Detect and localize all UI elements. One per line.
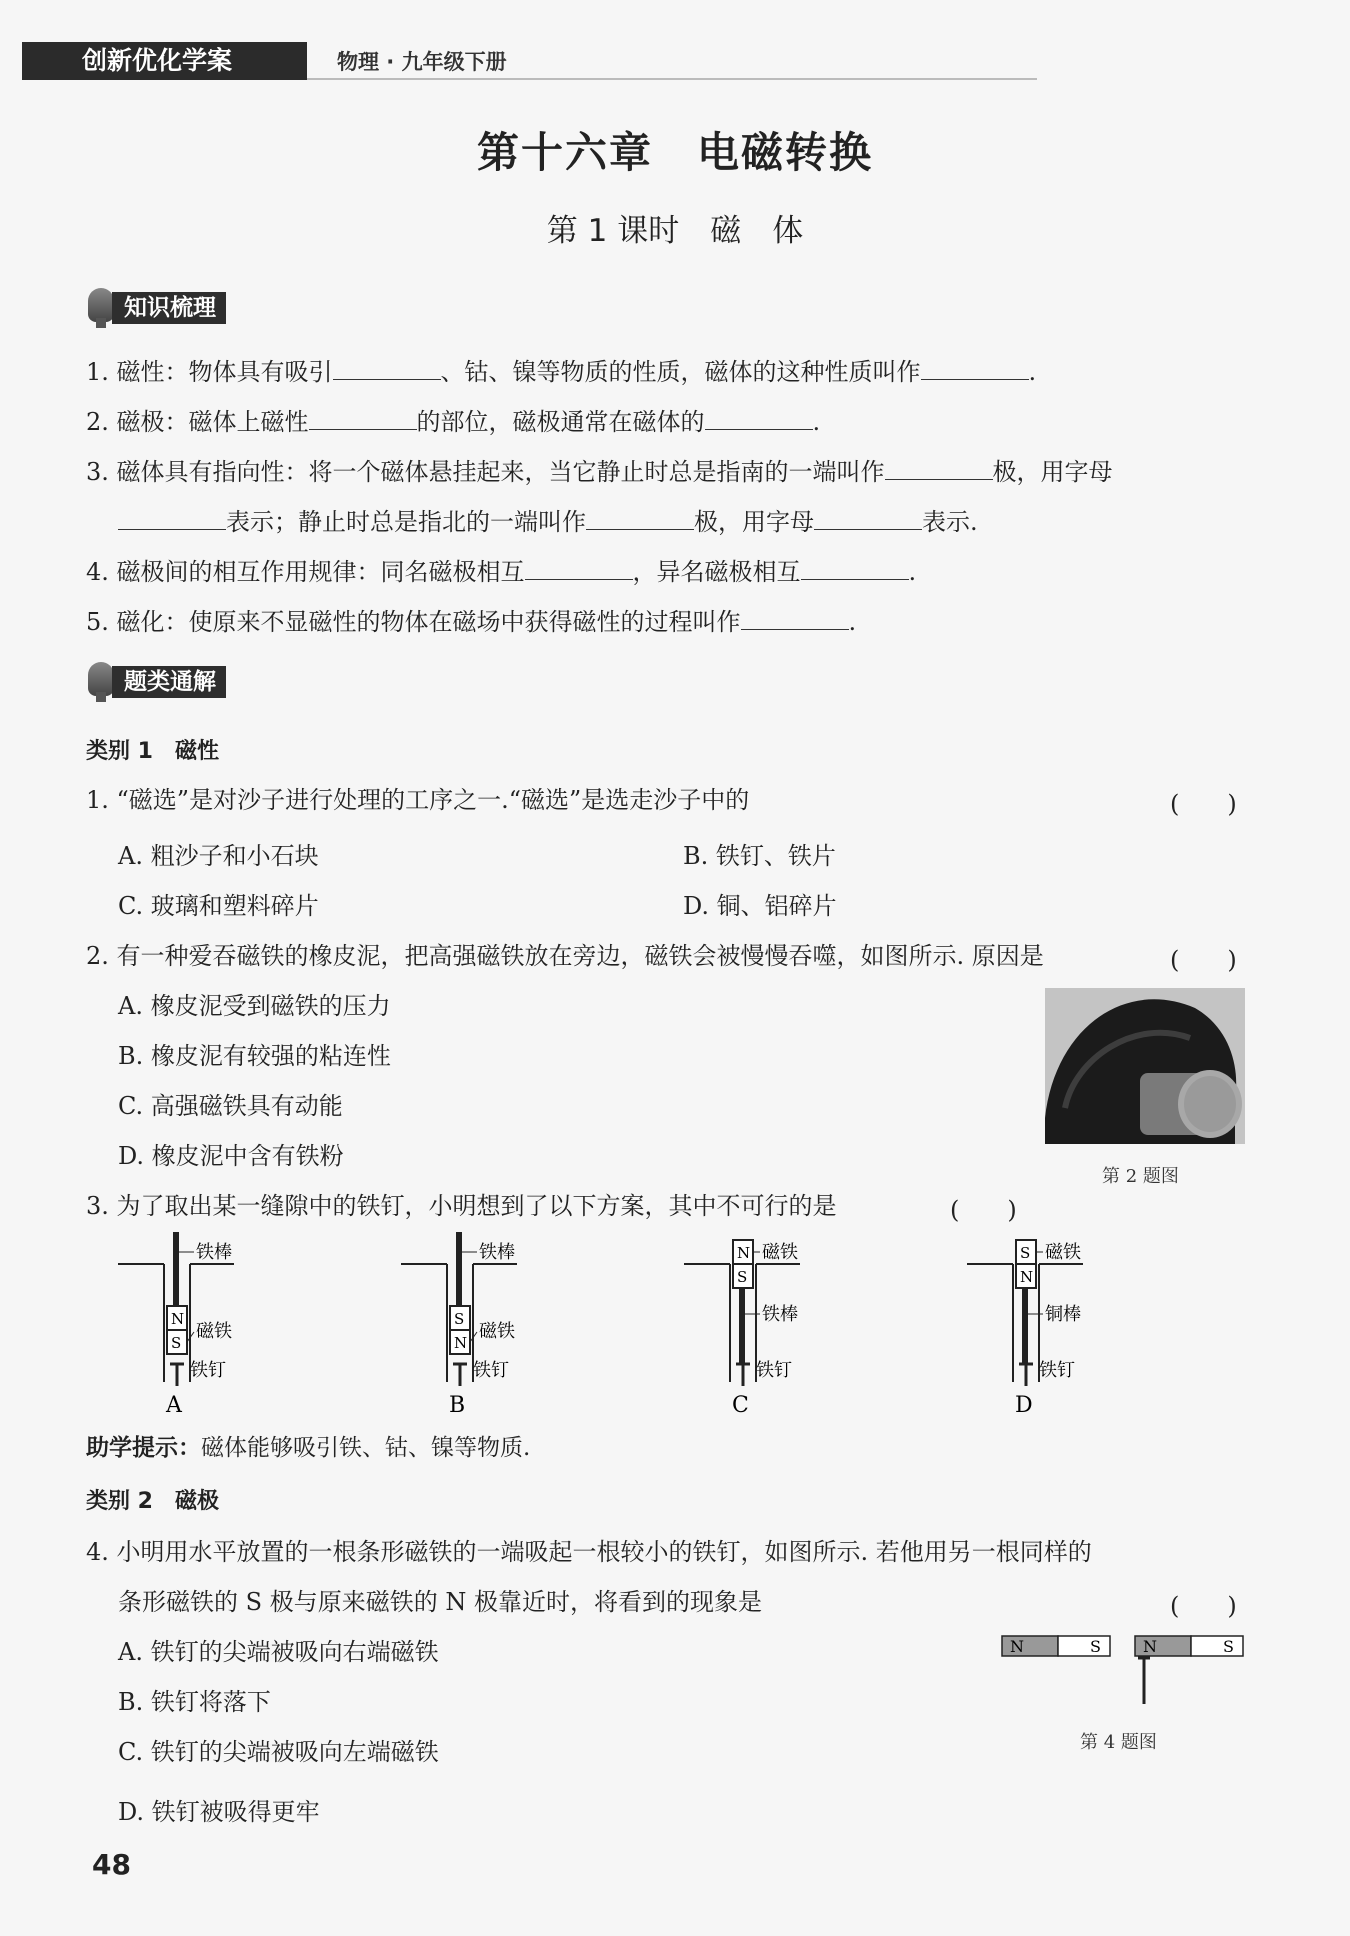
answer-blank[interactable] [801,557,909,580]
study-hint [86,1432,530,1464]
question-4-stem: 4. 小明用水平放置的一根条形磁铁的一端吸起一根较小的铁钉，如图所示. 若他用另一根同样的 [86,1538,1092,1566]
chapter-title: 第十六章 电磁转换 [476,128,873,177]
option-letter: D [1015,1393,1033,1418]
rod-label: 铁棒 [479,1242,515,1263]
option-letter: C [732,1393,749,1418]
section-label: 题类通解 [112,666,226,698]
pole-label: N [737,1244,751,1262]
option-c[interactable]: C. 高强磁铁具有动能 [118,1092,343,1120]
text: 1. 磁性：物体具有吸引 [86,358,333,386]
answer-blank[interactable] [885,457,993,480]
text: . [1028,358,1037,386]
pole-label: S [1090,1637,1101,1656]
diagram-option-a[interactable] [110,1230,300,1420]
bar-magnets-diagram [1000,1634,1250,1714]
text: 5. 磁化：使原来不显磁性的物体在磁场中获得磁性的过程叫作 [86,608,741,636]
nail-label: 铁钉 [473,1360,509,1381]
brand-label: 创新优化学案 [22,42,307,80]
text: . [848,608,857,636]
option-a[interactable]: A. 粗沙子和小石块 [118,842,319,870]
text: 表示；静止时总是指北的一端叫作 [226,508,586,536]
option-b[interactable]: B. 橡皮泥有较强的粘连性 [118,1042,391,1070]
question-2-stem: 2. 有一种爱吞磁铁的橡皮泥，把高强磁铁放在旁边，磁铁会被慢慢吞噬，如图所示. 原因是 [86,942,1044,970]
nail-label: 铁钉 [190,1360,226,1381]
answer-blank[interactable] [921,357,1029,380]
answer-blank[interactable] [525,557,633,580]
pole-label: S [171,1334,182,1352]
option-letter: B [449,1393,466,1418]
answer-blank[interactable] [705,407,813,430]
figure-caption: 第 4 题图 [1080,1732,1157,1753]
text: 4. 磁极间的相互作用规律：同名磁极相互 [86,558,525,586]
lightbulb-icon [88,662,114,696]
answer-blank[interactable] [586,507,694,530]
text: . [908,558,917,586]
text: ，异名磁极相互 [632,558,801,586]
rod-label: 铁棒 [762,1304,798,1325]
answer-bracket[interactable]: ( ) [1170,1592,1237,1620]
section-label: 知识梳理 [112,292,226,324]
diagram-option-b[interactable] [393,1230,583,1420]
knowledge-item-3-cont [118,506,978,538]
category-heading: 类别 2 磁极 [86,1489,219,1514]
lightbulb-icon [88,288,114,322]
pole-label: S [1020,1244,1031,1262]
option-a[interactable]: A. 铁钉的尖端被吸向右端磁铁 [118,1638,439,1666]
text: 2. 磁极：磁体上磁性 [86,408,309,436]
pole-label: N [1020,1268,1034,1286]
header-rule [307,78,1037,80]
text: 极，用字母 [992,458,1113,486]
answer-bracket[interactable]: ( ) [1170,946,1237,974]
text: 、钴、镍等物质的性质，磁体的这种性质叫作 [440,358,921,386]
answer-blank[interactable] [814,507,922,530]
magnet-label: 磁铁 [196,1321,232,1342]
lesson-title: 第 1 课时 磁 体 [546,213,804,249]
pole-label: N [171,1310,185,1328]
knowledge-item-1 [86,356,1036,388]
pole-label: S [737,1268,748,1286]
page-header [22,42,1022,80]
rod-label: 铜棒 [1045,1304,1081,1325]
option-d[interactable]: D. 铁钉被吸得更牢 [118,1798,320,1826]
magnet-label: 磁铁 [479,1321,515,1342]
nail-label: 铁钉 [1039,1360,1075,1381]
knowledge-item-2 [86,406,820,438]
diagram-option-d[interactable] [959,1230,1149,1420]
question-4-stem-cont: 条形磁铁的 S 极与原来磁铁的 N 极靠近时，将看到的现象是 [118,1588,762,1616]
magnet-label: 磁铁 [1045,1242,1081,1263]
option-letter: A [166,1393,182,1418]
answer-bracket[interactable]: ( ) [1170,790,1237,818]
page-number: 48 [92,1848,131,1881]
category-heading: 类别 1 磁性 [86,739,219,764]
answer-bracket[interactable]: ( ) [950,1196,1017,1224]
answer-blank[interactable] [118,507,226,530]
putty-magnet-photo [1045,988,1245,1144]
knowledge-item-4 [86,556,916,588]
hint-label: 助学提示： [86,1435,201,1461]
knowledge-item-5 [86,606,856,638]
subject-label: 物理 · 九年级下册 [337,50,507,74]
pole-label: N [1010,1637,1024,1656]
option-b[interactable]: B. 铁钉、铁片 [683,842,836,870]
rod-label: 铁棒 [196,1242,232,1263]
text: 的部位，磁极通常在磁体的 [416,408,705,436]
hint-text: 磁体能够吸引铁、钴、镍等物质. [201,1435,531,1461]
question-3-stem: 3. 为了取出某一缝隙中的铁钉，小明想到了以下方案，其中不可行的是 [86,1192,837,1220]
pole-label: S [454,1310,465,1328]
answer-blank[interactable] [333,357,441,380]
text: 极，用字母 [694,508,814,536]
option-b[interactable]: B. 铁钉将落下 [118,1688,271,1716]
figure-caption: 第 2 题图 [1102,1166,1179,1187]
option-c[interactable]: C. 铁钉的尖端被吸向左端磁铁 [118,1738,439,1766]
text: 3. 磁体具有指向性：将一个磁体悬挂起来，当它静止时总是指南的一端叫作 [86,458,885,486]
answer-blank[interactable] [741,607,849,630]
pole-label: S [1223,1637,1234,1656]
knowledge-item-3 [86,456,1113,488]
option-c[interactable]: C. 玻璃和塑料碎片 [118,892,319,920]
text: 表示. [922,508,978,536]
question-1-stem: 1. “磁选”是对沙子进行处理的工序之一.“磁选”是选走沙子中的 [86,786,750,814]
option-d[interactable]: D. 橡皮泥中含有铁粉 [118,1142,344,1170]
pole-label: N [1143,1637,1157,1656]
option-a[interactable]: A. 橡皮泥受到磁铁的压力 [118,992,391,1020]
text: . [812,408,821,436]
pole-label: N [454,1334,468,1352]
answer-blank[interactable] [309,407,417,430]
diagram-option-c[interactable] [676,1230,866,1420]
magnet-label: 磁铁 [762,1242,798,1263]
nail-label: 铁钉 [756,1360,792,1381]
option-d[interactable]: D. 铜、铝碎片 [683,892,837,920]
